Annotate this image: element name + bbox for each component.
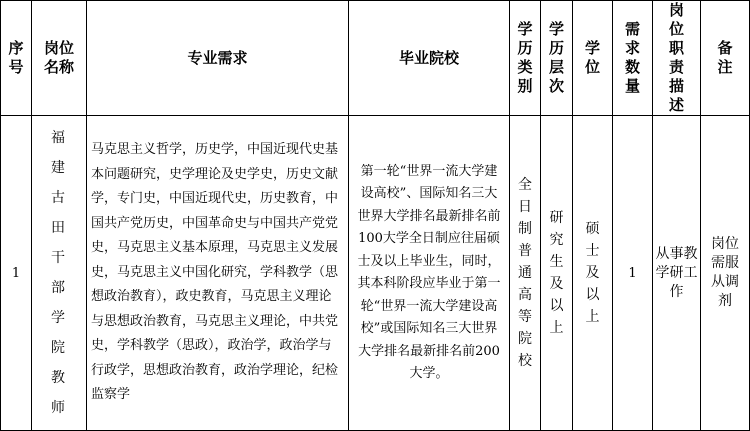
header-edu-type: 学历类别 xyxy=(510,1,541,116)
cell-degree: 硕士及以上 xyxy=(573,116,613,431)
cell-index: 1 xyxy=(1,116,32,431)
header-edu-level: 学历层次 xyxy=(541,1,573,116)
header-note: 备注 xyxy=(701,1,750,116)
cell-count: 1 xyxy=(613,116,653,431)
header-duty: 岗位职责描述 xyxy=(653,1,701,116)
cell-major: 马克思主义哲学，历史学，中国近现代史基本问题研究，史学理论及史学史，历史文献学，专门史，中国近现代史，历史教育，中国共产党历史，中国革命史与中国共产党党史，马克思主义基本原理，马克思主义发展史，马克思主义中国化研究，学科教学（思想政治教育），政史教育，马克思主义理论与思想政治教育，马克思主义理论，中共党史，学科教学（思政），政治学，政治学与行政学，思想政治教育，政治学理论，纪检监察学 xyxy=(87,116,349,431)
header-school: 毕业院校 xyxy=(349,1,510,116)
header-degree: 学位 xyxy=(573,1,613,116)
cell-edu-level: 研究生及以上 xyxy=(541,116,573,431)
header-major: 专业需求 xyxy=(87,1,349,116)
cell-note: 岗位需服从调剂 xyxy=(701,116,750,431)
cell-school: 第一轮“世界一流大学建设高校”、国际知名三大世界大学排名最新排名前100大学全日制应往届硕士及以上毕业生，同时，其本科阶段应毕业于第一轮“世界一流大学建设高校”或国际知名三大世界大学排名最新排名前200大学。 xyxy=(349,116,510,431)
header-row xyxy=(1,1,750,116)
table-row xyxy=(1,116,750,431)
header-position: 岗位名称 xyxy=(32,1,87,116)
header-count: 需求数量 xyxy=(613,1,653,116)
cell-duty: 从事教学研工作 xyxy=(653,116,701,431)
cell-position: 福建古田干部学院教师 xyxy=(32,116,87,431)
header-index: 序号 xyxy=(1,1,32,116)
cell-edu-type: 全日制普通高等院校 xyxy=(510,116,541,431)
